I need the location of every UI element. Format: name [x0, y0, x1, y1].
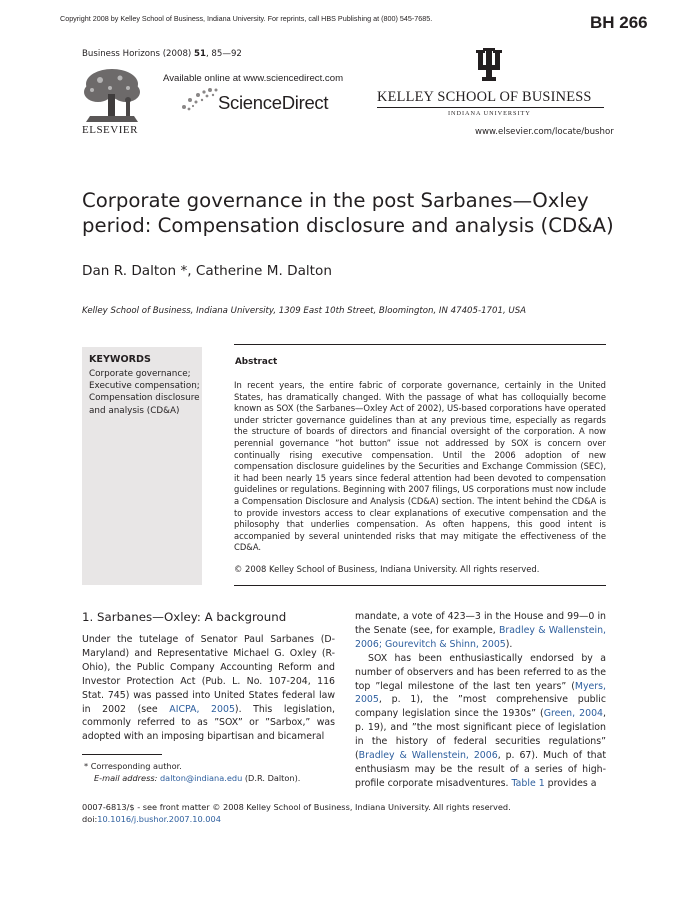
issn-line: 0007-6813/$ - see front matter © 2008 Kelley School of Business, Indiana University. All rights reserved.: [82, 802, 511, 812]
article-title: Corporate governance in the post Sarbanes—Oxley period: Compensation disclosure and analysis (CD&A): [82, 189, 614, 237]
column-right: [355, 610, 606, 791]
citation-link[interactable]: Bradley & Wallenstein, 2006; Gourevitch & Shinn, 2005: [355, 624, 606, 650]
elsevier-tree-logo: [80, 66, 144, 124]
university-name: INDIANA UNIVERSITY: [448, 110, 531, 117]
publisher-name: ELSEVIER: [82, 124, 138, 136]
doi-link[interactable]: 10.1016/j.bushor.2007.10.004: [97, 813, 221, 824]
case-code: BH 266: [590, 13, 648, 32]
article-authors: Dan R. Dalton *, Catherine M. Dalton: [82, 263, 332, 279]
keyword-item: Executive compensation;: [89, 381, 200, 392]
keyword-item: and analysis (CD&A): [89, 405, 180, 416]
citation-link[interactable]: Myers, 2005: [355, 680, 606, 706]
copyright-notice: Copyright 2008 by Kelley School of Business, Indiana University. For reprints, call HBS Publishing at (800) 545-7685.: [60, 14, 433, 23]
corresponding-author: * Corresponding author.: [84, 761, 182, 771]
school-divider: [377, 107, 604, 108]
abstract-bottom-rule: [234, 585, 606, 586]
journal-ref-prefix: Business Horizons (2008): [82, 49, 194, 59]
journal-ref-volume: 51: [194, 49, 206, 59]
paragraph: Under the tutelage of Senator Paul Sarbanes (D-Maryland) and Representative Michael G. Oxley (R-Ohio), the Public Company Accounting Reform and Investor Protection Act (Pub. L. No. 107-204, 116 Stat. 745) was passed into United States federal law in 2002 (see AICPA, 2005). This legislation, commonly referred to as ”SOX” or ”Sarbox,” was adopted with an imposing bipartisan and bicameral: [82, 634, 335, 743]
abstract-top-rule: [234, 344, 606, 345]
journal-ref-pages: , 85—92: [205, 49, 242, 59]
journal-reference: [82, 49, 242, 59]
doi-line: doi:10.1016/j.bushor.2007.10.004: [82, 813, 221, 824]
keyword-item: Corporate governance;: [89, 369, 191, 379]
keywords-heading: KEYWORDS: [89, 354, 151, 365]
journal-url: www.elsevier.com/locate/bushor: [475, 127, 614, 137]
citation-link[interactable]: AICPA, 2005: [169, 703, 235, 715]
footnote-rule: [82, 754, 162, 755]
sciencedirect-dots-icon: [180, 87, 220, 113]
abstract-copyright: © 2008 Kelley School of Business, Indiana University. All rights reserved.: [234, 564, 540, 574]
footnote: [84, 760, 300, 784]
author-affiliation: Kelley School of Business, Indiana University, 1309 East 10th Street, Bloomington, IN 47405-1701, USA: [82, 306, 527, 316]
sciencedirect-wordmark: ScienceDirect: [218, 92, 329, 113]
front-matter: [82, 802, 511, 826]
abstract-heading: Abstract: [235, 357, 278, 367]
column-left: [82, 633, 335, 744]
paragraph: mandate, a vote of 423—3 in the House and 99—0 in the Senate (see, for example, Bradley & Wallenstein, 2006; Gourevitch & Shinn, 2005).: [355, 611, 606, 650]
keyword-item: Compensation disclosure: [89, 393, 200, 404]
indiana-university-trident-icon: [476, 46, 502, 82]
author-email: E-mail address: dalton@indiana.edu (D.R. Dalton).: [94, 773, 301, 783]
citation-link[interactable]: Green, 2004: [543, 708, 604, 720]
keywords-list: [89, 368, 200, 417]
paragraph: SOX has been enthusiastically endorsed by a number of observers and has been referred to as the top ”legal milestone of the last ten years” (Myers, 2005, p. 1), the ”most comprehensive public company legislation since the 1930s” (Green, 2004, p. 19), and ”the most significant piece of legislation in the history of federal securities regulations” (Bradley & Wallenstein, 2006, p. 67). Much of that enthusiasm may be the result of a series of high-profile corporate misadventures. Table 1 provides a: [355, 652, 606, 789]
table-link[interactable]: Table 1: [511, 777, 545, 789]
abstract-body: In recent years, the entire fabric of corporate governance, certainly in the United States, has dramatically changed. With the passage of what has colloquially become known as SOX (the Sarbanes—Oxley Act of 2002), US-based corporations have operated under stricter governance guidelines than at any previous time, especially as regards the structure of boards of directors and financial oversight of the corporation. A now perennial governance ”hot button” issue not addressed by SOX is concern over continually rising executive compensation. Until the 2006 adoption of new compensation disclosure guidelines by the Securities and Exchange Commission (SEC), it had been nearly 15 years since federal attention had been devoted to compensation guidelines or regulations. Beginning with 2007 filings, US corporations must now include a Compensation Disclosure and Analysis (CD&A) section. The intent behind the CD&A is to provide investors access to clear explanations of executive compensation and the philosophy that underlies compensation. As often happens, this good intent is accompanied by several unintended risks that may mitigate the effectiveness of the CD&A.: [234, 380, 606, 553]
email-link[interactable]: dalton@indiana.edu: [159, 773, 243, 783]
school-name: KELLEY SCHOOL OF BUSINESS: [377, 89, 592, 105]
section-heading: 1. Sarbanes—Oxley: A background: [82, 610, 287, 624]
available-online: Available online at www.sciencedirect.com: [163, 73, 344, 84]
citation-link[interactable]: Bradley & Wallenstein, 2006: [358, 750, 498, 762]
